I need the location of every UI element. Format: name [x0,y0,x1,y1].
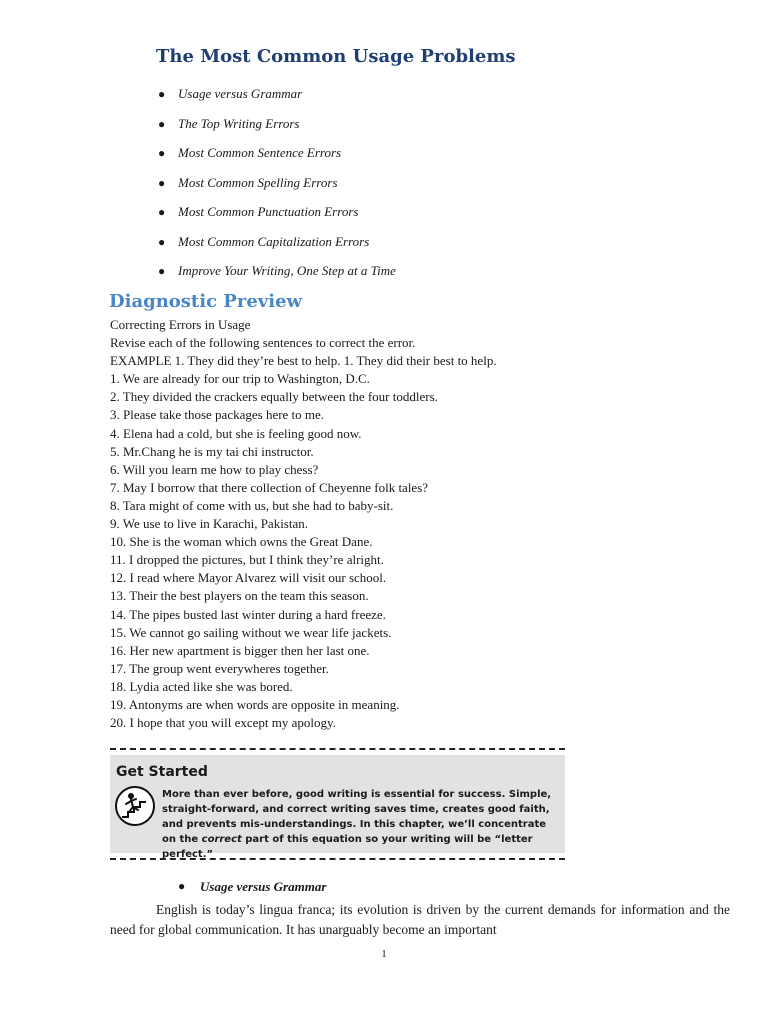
exercise-item: 19. Antonyms are when words are opposite in meaning. [110,696,400,712]
bullet-icon: ● [158,146,166,160]
dashed-divider-bottom [110,858,565,860]
exercise-item: 4. Elena had a cold, but she is feeling good now. [110,425,362,441]
bullet-icon: ● [158,264,166,278]
exercise-item: 9. We use to live in Karachi, Pakistan. [110,516,309,532]
bullet-icon: ● [158,87,166,101]
section-paragraph: English is today’s lingua franca; its evolution is driven by the current demands for information and the need for global communication. It has unarguably become an important [110,902,730,937]
topic-label: Most Common Capitalization Errors [178,233,370,249]
diagnostic-example: EXAMPLE 1. They did they’re best to help. 1. They did their best to help. [110,353,497,369]
bullet-icon: ● [178,879,186,893]
exercise-item: 17. The group went everywheres together. [110,660,329,676]
bullet-icon: ● [158,234,166,249]
exercise-item: 1. We are already for our trip to Washington, D.C. [110,371,370,387]
diagnostic-heading: Diagnostic Preview [109,291,303,312]
section-heading: ● Usage versus Grammar [178,879,327,894]
exercise-item: 6. Will you learn me how to play chess? [110,461,319,477]
get-started-box [110,755,565,860]
topic-list-item [158,202,396,232]
exercise-item: 20. I hope that you will except my apology. [110,715,336,731]
exercise-item: 13. Their the best players on the team this season. [110,588,369,604]
page-number: 1 [381,948,387,960]
get-started-title: Get Started [116,764,208,780]
topic-label: Usage versus Grammar [178,86,303,101]
get-started-text: More than ever before, good writing is essential for success. Simple, straight-forward, and correct writing saves time, creates good faith, and prevents mis-understandings. In this chapter, we’ll concentrate on the correct part of this equation so your writing will be “letter perfect.” [162,789,552,860]
exercise-item: 16. Her new apartment is bigger then her last one. [110,642,370,658]
topic-label: Most Common Spelling Errors [178,174,338,190]
exercise-item: 7. May I borrow that there collection of Cheyenne folk tales? [110,479,429,495]
topic-list-item [158,173,396,203]
topic-label: Most Common Punctuation Errors [178,204,359,219]
exercise-item: 14. The pipes busted last winter during a hard freeze. [110,606,386,622]
diagnostic-subheading: Correcting Errors in Usage [110,317,251,332]
exercise-item: 5. Mr.Chang he is my tai chi instructor. [110,443,314,459]
bullet-icon: ● [158,205,166,219]
topic-list [158,84,396,291]
topic-list-item [158,143,396,173]
topic-list-item [158,232,396,262]
exercise-item: 12. I read where Mayor Alvarez will visit our school. [110,570,387,586]
exercise-list [110,370,730,732]
dashed-divider-top [110,748,565,750]
exercise-item: 15. We cannot go sailing without we wear life jackets. [110,624,392,640]
topic-list-item [158,114,396,144]
diagnostic-body [110,316,730,732]
stair-climbing-figure-icon [114,785,156,827]
bullet-icon: ● [158,116,166,131]
topic-label: Most Common Sentence Errors [178,145,342,160]
topic-list-item [158,261,396,291]
exercise-item: 8. Tara might of come with us, but she had to baby-sit. [110,497,394,513]
diagnostic-instruction: Revise each of the following sentences to correct the error. [110,335,416,351]
topic-list-item [158,84,396,114]
page-title: The Most Common Usage Problems [156,46,516,67]
exercise-item: 3. Please take those packages here to me. [110,407,325,423]
exercise-item: 11. I dropped the pictures, but I think they’re alright. [110,552,384,568]
topic-label: Improve Your Writing, One Step at a Time [178,263,396,278]
exercise-item: 10. She is the woman which owns the Great Dane. [110,534,373,550]
bullet-icon: ● [158,175,166,190]
exercise-item: 18. Lydia acted like she was bored. [110,678,293,694]
exercise-item: 2. They divided the crackers equally between the four toddlers. [110,389,438,405]
topic-label: The Top Writing Errors [178,115,300,131]
